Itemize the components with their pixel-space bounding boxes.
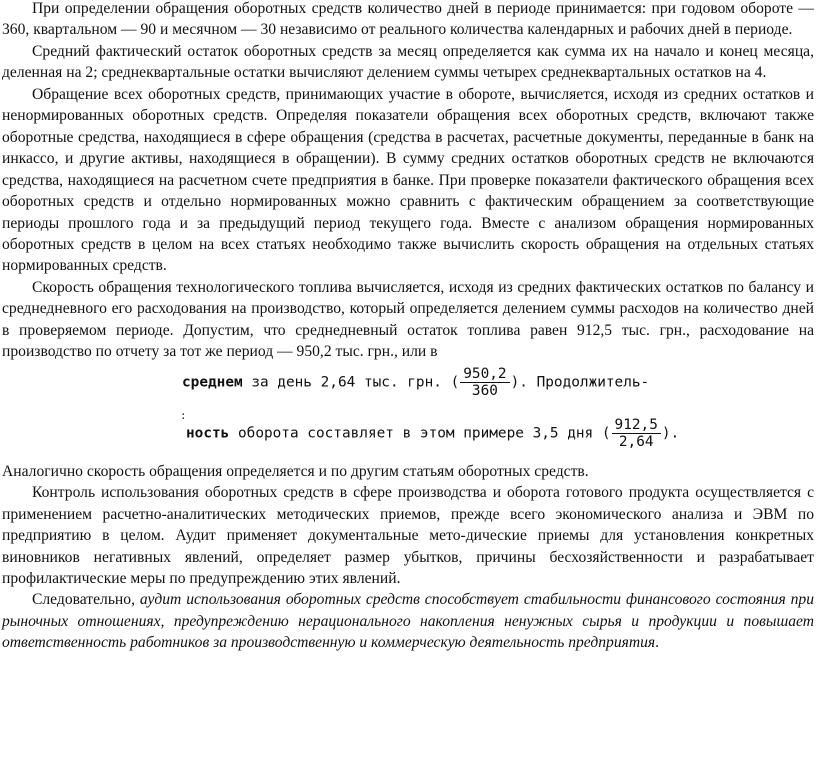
- paragraph-control-usage: Контроль использования оборотных средств в сфере производства и оборота готового продукта осуществляется с применением расчетно-аналитических методических приемов, прежде всего экономического анализа и ЭВМ по предприятию в целом. Аудит применяет документальные мето-дические приемы для установления конкретных виновников негативных явлений, определяет размер убытков, причины бесхозяйственности и разрабатывает профилактические меры по предупреждению этих явлений.: [2, 484, 814, 587]
- fraction-duration: [612, 417, 661, 450]
- paragraph-average-balance: Средний фактический остаток оборотных средств за месяц определяется как сумма их на начало и конец месяца, деленная на 2; среднеквартальные остатки вычисляют делением суммы четырех среднеквартальных остатков на 4.: [2, 42, 814, 82]
- formula-text: за день 2,64 тыс. грн. (: [242, 374, 460, 391]
- formula-lead-word: ность: [186, 425, 230, 442]
- formula-tail: ).: [661, 425, 680, 442]
- fraction-numerator: 950,2: [463, 365, 507, 382]
- paragraph-all-working-capital: Обращение всех оборотных средств, принимающих участие в обороте, вычисляется, исходя из средних остатков и ненормированных оборотных средств. Определяя показатели обращения всех оборотных средств, включают также оборотные средства, находящиеся в сфере обращения (средства в расчетах, расчетные документы, переданные в банк на инкассо, и другие активы, находящиеся в обращении). В сумму средних остатков оборотных средств не включаются средства, находящиеся на расчетном счете предприятия в банке. При проверке показатели фактического обращения всех оборотных средств и отдельно нормированных можно сравнить с фактическим обращением за соответствующие периоды прошлого года и за предыдущий период текущего года. Вместе с анализом обращения нормированных оборотных средств в целом на всех статьях необходимо также вычислить скорость обращения на отдельных статьях нормированных средств.: [2, 85, 814, 275]
- conclusion-italic-text: аудит использования оборотных средств способствует стабильности финансового состояния при рыночных отношениях, предупреждению нерационального накопления ненужных сырья и продукции и повышает ответственность работников за производственную и коммерческую деятельность предприятия: [2, 591, 814, 652]
- paragraph-conclusion: [0, 589, 816, 653]
- formula-daily-consumption: [0, 363, 816, 409]
- formula-tail: ). Продолжитель-: [510, 374, 650, 391]
- paragraph-fuel-turnover: Скорость обращения технологического топлива вычисляется, исходя из средних фактических остатков по балансу и среднедневного его расходования на производство, который определяется делением суммы расходов на количество дней в проверяемом периоде. Допустим, что среднедневный остаток топлива равен 912,5 тыс. грн., расходование на производство по отчету за тот же период — 950,2 тыс. грн., или в: [2, 278, 814, 361]
- formula-text: оборота составляет в этом примере 3,5 дня (: [229, 425, 611, 442]
- fraction-consumption: [460, 366, 509, 399]
- formula-lead-word: среднем: [182, 374, 243, 391]
- formula-turnover-duration: [0, 409, 816, 461]
- paragraph-turnover-days: При определении обращения оборотных средств количество дней в периоде принимается: при годовом обороте — 360, квартальном — 90 и месячном — 30 независимо от реального количества календарных и рабочих дней в периоде.: [2, 0, 814, 39]
- paragraph-similar-turnover: Аналогично скорость обращения определяется и по другим статьям оборотных средств.: [2, 462, 589, 480]
- fraction-denominator: 2,64: [612, 433, 661, 450]
- formula-colon-mark: :: [180, 408, 187, 422]
- conclusion-lead-in: Следовательно,: [32, 591, 140, 609]
- fraction-numerator: 912,5: [614, 416, 658, 433]
- conclusion-period: .: [655, 634, 660, 652]
- fraction-denominator: 360: [460, 382, 509, 399]
